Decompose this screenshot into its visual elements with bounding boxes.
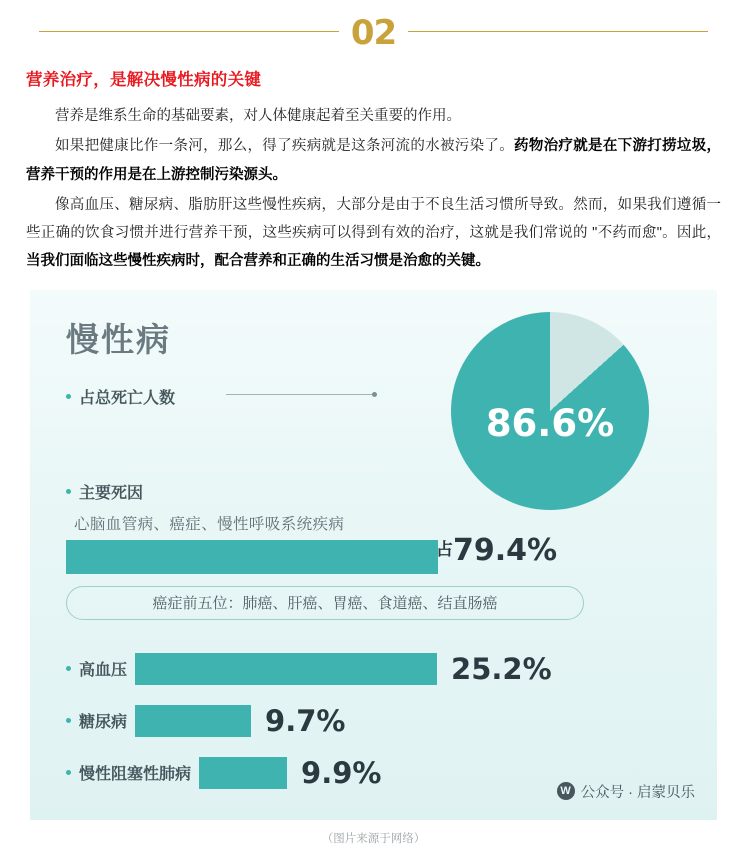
main-cause-percent: 79.4% xyxy=(453,532,558,568)
bullet-dot-icon xyxy=(66,666,71,671)
stat-bar xyxy=(135,705,251,737)
bullet-dot-icon xyxy=(66,718,71,723)
stat-bar xyxy=(135,653,437,685)
leader-line xyxy=(226,394,374,395)
main-cause-detail: 心脑血管病、癌症、慢性呼吸系统疾病 xyxy=(74,515,345,533)
stat-row-diabetes xyxy=(66,704,345,738)
image-caption: （图片来源于网络） xyxy=(321,832,426,845)
infographic-card xyxy=(30,290,717,820)
stat-value: 9.9% xyxy=(301,755,382,790)
stat-label: 慢性阻塞性肺病 xyxy=(79,766,192,784)
stat-bullet xyxy=(66,761,191,784)
donut-value: 86.6% xyxy=(485,401,615,445)
cancer-top5-pill: 癌症前五位：肺癌、肝癌、胃癌、食道癌、结直肠癌 xyxy=(66,586,584,620)
article-paragraph-3 xyxy=(26,191,721,276)
bullet-dot-icon xyxy=(66,770,71,775)
article-subtitle: 营养治疗，是解决慢性病的关键 xyxy=(26,71,262,89)
donut-ring xyxy=(451,312,649,510)
header-rule-right xyxy=(408,31,708,32)
wechat-badge xyxy=(557,781,695,802)
donut-chart xyxy=(451,312,649,510)
bullet-dot-icon xyxy=(66,489,71,494)
paragraph-2-text: 如果把健康比作一条河，那么，得了疾病就是这条河流的水被污染了。药物治疗就是在下游打捞垃圾，营养干预的作用是在上游控制污染源头。 xyxy=(26,138,722,183)
stat-label: 糖尿病 xyxy=(79,714,128,732)
stat-row-hypertension xyxy=(66,652,552,686)
section-number: 02 xyxy=(350,13,397,53)
stat-value: 9.7% xyxy=(265,703,346,738)
donut-legend-label: 占总死亡人数 xyxy=(79,389,176,407)
article-paragraph-1: 营养是维系生命的基础要素，对人体健康起着至关重要的作用。 xyxy=(55,108,461,124)
infographic-title: 慢性病 xyxy=(66,320,171,358)
article-body xyxy=(0,54,747,276)
stat-bar xyxy=(199,757,287,789)
main-cause-value xyxy=(436,533,557,568)
stat-row-copd xyxy=(66,756,381,790)
main-cause-row xyxy=(66,480,143,503)
wechat-icon: W xyxy=(557,782,575,800)
stat-value: 25.2% xyxy=(451,651,552,686)
main-cause-label: 主要死因 xyxy=(79,484,144,502)
article-paragraph-2 xyxy=(26,132,721,189)
header-rule-left xyxy=(39,31,339,32)
main-cause-prefix: 占 xyxy=(436,539,453,559)
stat-bullet xyxy=(66,709,127,732)
wechat-badge-text: 公众号 · 启蒙贝乐 xyxy=(580,784,695,801)
donut-legend-row xyxy=(66,385,175,408)
main-cause-bar xyxy=(66,540,438,574)
stat-bullet xyxy=(66,657,127,680)
stat-label: 高血压 xyxy=(79,662,128,680)
paragraph-3-text: 像高血压、糖尿病、脂肪肝这些慢性疾病，大部分是由于不良生活习惯所导致。然而，如果我们遵循一些正确的饮食习惯并进行营养干预，这些疾病可以得到有效的治疗，这就是我们常说的 "不药而愈"。因此，当我们面临这些慢性疾病时，配合营养和正确的生活习惯是治愈的关键。 xyxy=(26,196,721,270)
bullet-dot-icon xyxy=(66,394,71,399)
page-header xyxy=(0,0,747,54)
